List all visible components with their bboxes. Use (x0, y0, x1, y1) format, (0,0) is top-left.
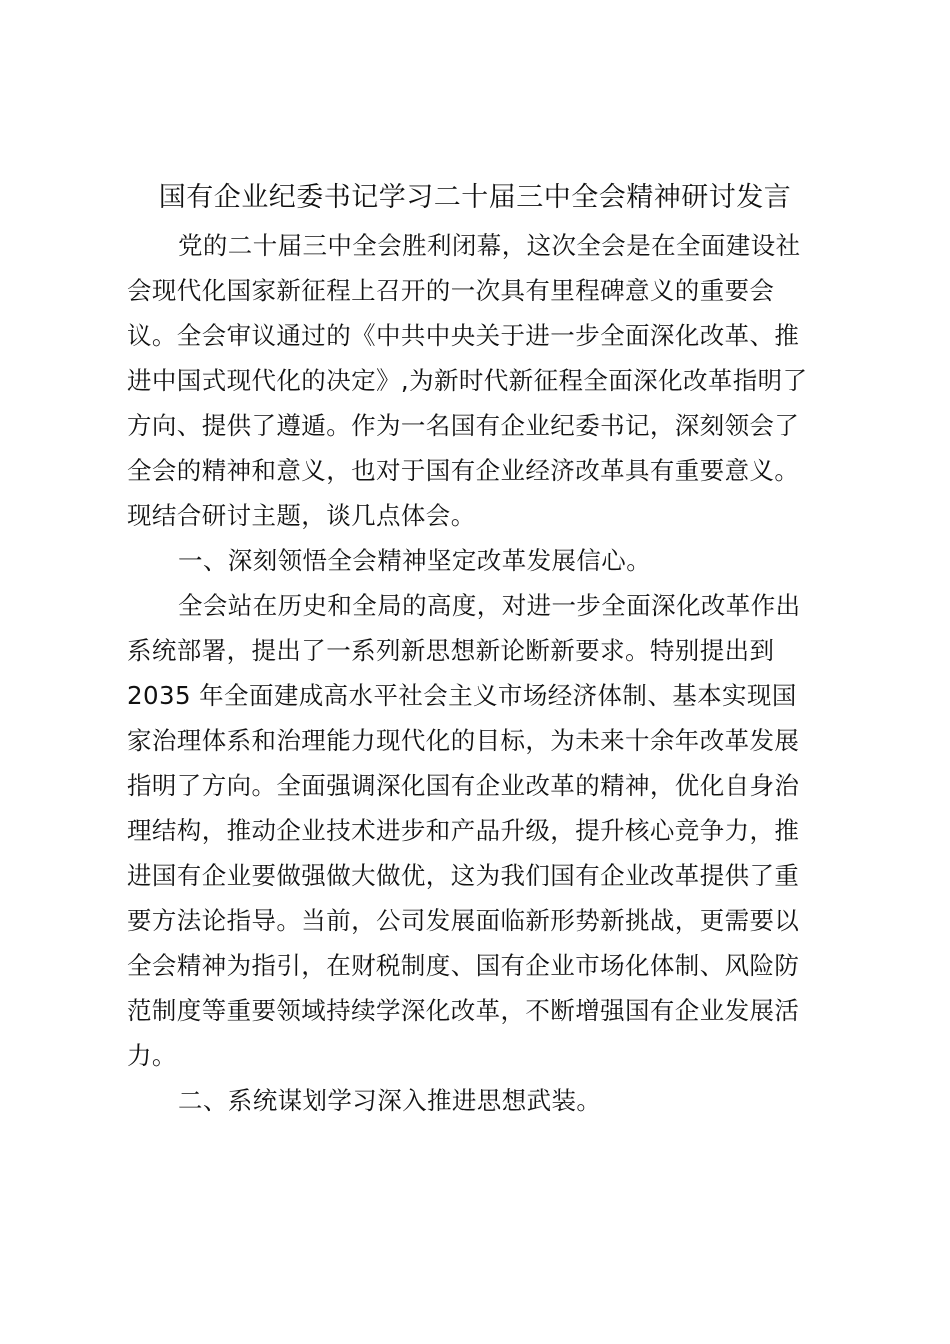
paragraph-2-line-11: 力。 (127, 1041, 177, 1070)
paragraph-2-line-6: 理结构，推动企业技术进步和产品升级，提升核心竞争力，推 (127, 816, 800, 845)
paragraph-2-line-4: 家治理体系和治理能力现代化的目标，为未来十余年改革发展 (127, 726, 800, 755)
paragraph-1-line-3: 议。全会审议通过的《中共中央关于进一步全面深化改革、推 (127, 321, 800, 350)
paragraph-2-line-8: 要方法论指导。当前，公司发展面临新形势新挑战，更需要以 (127, 906, 800, 935)
paragraph-2-line-7: 进国有企业要做强做大做优，这为我们国有企业改革提供了重 (127, 861, 800, 890)
paragraph-1-line-2: 会现代化国家新征程上召开的一次具有里程碑意义的重要会 (127, 276, 775, 305)
paragraph-1-line-7: 现结合研讨主题，谈几点体会。 (127, 501, 476, 530)
section-heading-2: 二、系统谋划学习深入推进思想武装。 (178, 1086, 602, 1115)
paragraph-1-line-5: 方向、提供了遵遁。作为一名国有企业纪委书记，深刻领会了 (127, 411, 800, 440)
paragraph-2-line-1: 全会站在历史和全局的高度，对进一步全面深化改革作出 (178, 591, 801, 620)
paragraph-2-line-10: 范制度等重要领域持续学深化改革，不断增强国有企业发展活 (127, 996, 800, 1025)
paragraph-2-line-3: 2035 年全面建成高水平社会主义市场经济体制、基本实现国 (127, 681, 797, 710)
section-heading-1: 一、深刻领悟全会精神坚定改革发展信心。 (178, 546, 652, 575)
paragraph-1-line-6: 全会的精神和意义，也对于国有企业经济改革具有重要意义。 (127, 456, 800, 485)
paragraph-2-line-5: 指明了方向。全面强调深化国有企业改革的精神，优化自身治 (127, 771, 800, 800)
paragraph-2-line-9: 全会精神为指引，在财税制度、国有企业市场化体制、风险防 (127, 951, 800, 980)
paragraph-1-line-1: 党的二十届三中全会胜利闭幕，这次全会是在全面建设社 (178, 231, 801, 260)
document-title: 国有企业纪委书记学习二十届三中全会精神研讨发言 (158, 182, 792, 213)
paragraph-2-line-2: 系统部署，提出了一系列新思想新论断新要求。特别提出到 (127, 636, 775, 665)
paragraph-1-line-4: 进中国式现代化的决定》,为新时代新征程全面深化改革指明了 (127, 366, 808, 395)
